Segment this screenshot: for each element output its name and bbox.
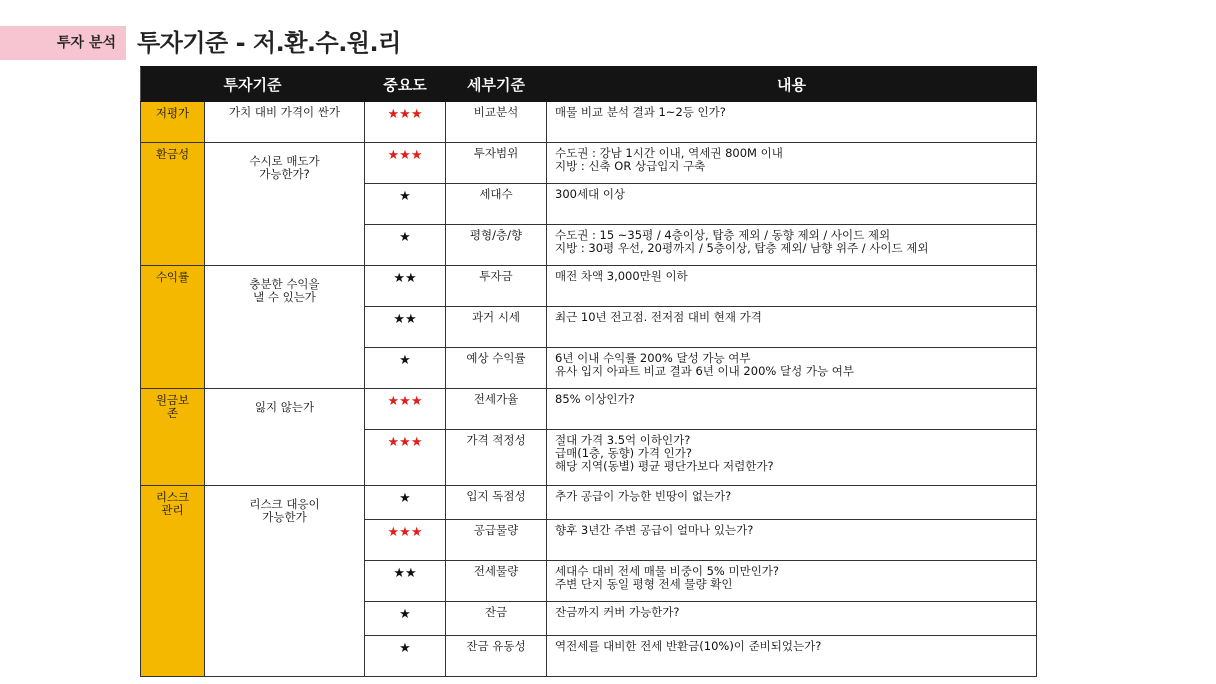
importance-stars: ★ (365, 225, 446, 266)
importance-stars: ★★★ (365, 143, 446, 184)
detail-criterion: 과거 시세 (446, 307, 547, 348)
importance-stars: ★★ (365, 266, 446, 307)
criterion-line: 충분한 수익을 (249, 277, 320, 291)
content-cell (547, 520, 1037, 561)
importance-stars: ★ (365, 602, 446, 636)
content-line: 매물 비교 분석 결과 1~2등 인가? (555, 105, 726, 119)
content-cell (547, 266, 1037, 307)
content-line: 해당 지역(동별) 평균 평단가보다 저렴한가? (555, 459, 774, 473)
category-line: 원금보 (155, 393, 190, 407)
header-content: 내용 (547, 67, 1037, 102)
content-line: 수도권 : 15 ~35평 / 4층이상, 탑층 제외 / 동향 제외 / 사이드 제외 (555, 228, 891, 242)
criterion-line: 가능한가 (262, 510, 307, 524)
content-line: 수도권 : 강남 1시간 이내, 역세권 800M 이내 (555, 146, 783, 160)
criteria-table (140, 66, 1037, 677)
content-line: 유사 입지 아파트 비교 결과 6년 이내 200% 달성 가능 여부 (555, 364, 854, 378)
content-line: 6년 이내 수익률 200% 달성 가능 여부 (555, 351, 751, 365)
page-header (0, 26, 1216, 60)
content-cell (547, 602, 1037, 636)
content-cell (547, 348, 1037, 389)
category-label (141, 389, 205, 486)
header-detail: 세부기준 (446, 67, 547, 102)
content-cell (547, 307, 1037, 348)
importance-stars: ★ (365, 486, 446, 520)
content-cell (547, 102, 1037, 143)
detail-criterion: 잔금 (446, 602, 547, 636)
content-line: 300세대 이상 (555, 187, 626, 201)
content-cell (547, 486, 1037, 520)
content-cell (547, 389, 1037, 430)
importance-stars: ★★★ (365, 430, 446, 486)
content-line: 세대수 대비 전세 매물 비중이 5% 미만인가? (555, 564, 780, 578)
table-body (141, 102, 1037, 677)
content-cell (547, 636, 1037, 677)
detail-criterion: 입지 독점성 (446, 486, 547, 520)
category-label (141, 102, 205, 143)
detail-criterion: 투자범위 (446, 143, 547, 184)
table-row (141, 102, 1037, 143)
category-label (141, 266, 205, 389)
criterion-line: 가능한가? (259, 167, 310, 181)
header-criteria: 투자기준 (141, 67, 365, 102)
content-cell (547, 143, 1037, 184)
importance-stars: ★★★ (365, 102, 446, 143)
detail-criterion: 전세물량 (446, 561, 547, 602)
category-line: 존 (166, 406, 179, 420)
criterion-label (205, 102, 365, 143)
category-line: 저평가 (155, 106, 190, 120)
page-title: 투자기준 - 저.환.수.원.리 (137, 29, 401, 57)
content-cell (547, 430, 1037, 486)
table-row (141, 486, 1037, 520)
detail-criterion: 세대수 (446, 184, 547, 225)
importance-stars: ★★ (365, 307, 446, 348)
detail-criterion: 투자금 (446, 266, 547, 307)
detail-criterion: 잔금 유동성 (446, 636, 547, 677)
criterion-line: 잃지 않는가 (254, 400, 315, 414)
criterion-label (205, 266, 365, 389)
category-line: 수익률 (155, 270, 190, 284)
importance-stars: ★ (365, 184, 446, 225)
content-line: 급매(1층, 동향) 가격 인가? (555, 446, 692, 460)
content-line: 지방 : 신축 OR 상급입지 구축 (555, 159, 706, 173)
content-cell (547, 225, 1037, 266)
importance-stars: ★ (365, 348, 446, 389)
content-cell (547, 561, 1037, 602)
criterion-line: 낼 수 있는가 (253, 290, 316, 304)
content-line: 잔금까지 커버 가능한가? (555, 605, 680, 619)
category-label (141, 143, 205, 266)
category-line: 리스크 (155, 490, 190, 504)
detail-criterion: 평형/층/향 (446, 225, 547, 266)
section-tag: 투자 분석 (0, 26, 126, 60)
header-importance: 중요도 (365, 67, 446, 102)
detail-criterion: 예상 수익률 (446, 348, 547, 389)
criterion-label (205, 389, 365, 486)
importance-stars: ★★★ (365, 389, 446, 430)
criterion-line: 수시로 매도가 (249, 154, 320, 168)
detail-criterion: 가격 적정성 (446, 430, 547, 486)
importance-stars: ★★ (365, 561, 446, 602)
criterion-line: 리스크 대응이 (249, 497, 320, 511)
content-line: 역전세를 대비한 전세 반환금(10%)이 준비되었는가? (555, 639, 822, 653)
content-line: 향후 3년간 주변 공급이 얼마나 있는가? (555, 523, 754, 537)
criterion-label (205, 486, 365, 677)
table-header-row (141, 67, 1037, 102)
content-line: 매전 차액 3,000만원 이하 (555, 269, 688, 283)
detail-criterion: 비교분석 (446, 102, 547, 143)
category-line: 환금성 (155, 147, 190, 161)
criterion-line: 가치 대비 가격이 싼가 (229, 105, 340, 119)
content-line: 추가 공급이 가능한 빈땅이 없는가? (555, 489, 732, 503)
content-line: 지방 : 30평 우선, 20평까지 / 5층이상, 탑층 제외/ 남향 위주 / 사이드 제외 (555, 241, 929, 255)
importance-stars: ★ (365, 636, 446, 677)
detail-criterion: 공급물량 (446, 520, 547, 561)
content-cell (547, 184, 1037, 225)
category-line: 관리 (161, 503, 184, 517)
content-line: 절대 가격 3.5억 이하인가? (555, 433, 691, 447)
content-line: 85% 이상인가? (555, 392, 635, 406)
category-label (141, 486, 205, 677)
content-line: 주변 단지 동일 평형 전세 물량 확인 (555, 577, 733, 591)
criterion-label (205, 143, 365, 266)
importance-stars: ★★★ (365, 520, 446, 561)
table-row (141, 389, 1037, 430)
content-line: 최근 10년 전고점. 전저점 대비 현재 가격 (555, 310, 762, 324)
detail-criterion: 전세가율 (446, 389, 547, 430)
table-row (141, 143, 1037, 184)
table-row (141, 266, 1037, 307)
